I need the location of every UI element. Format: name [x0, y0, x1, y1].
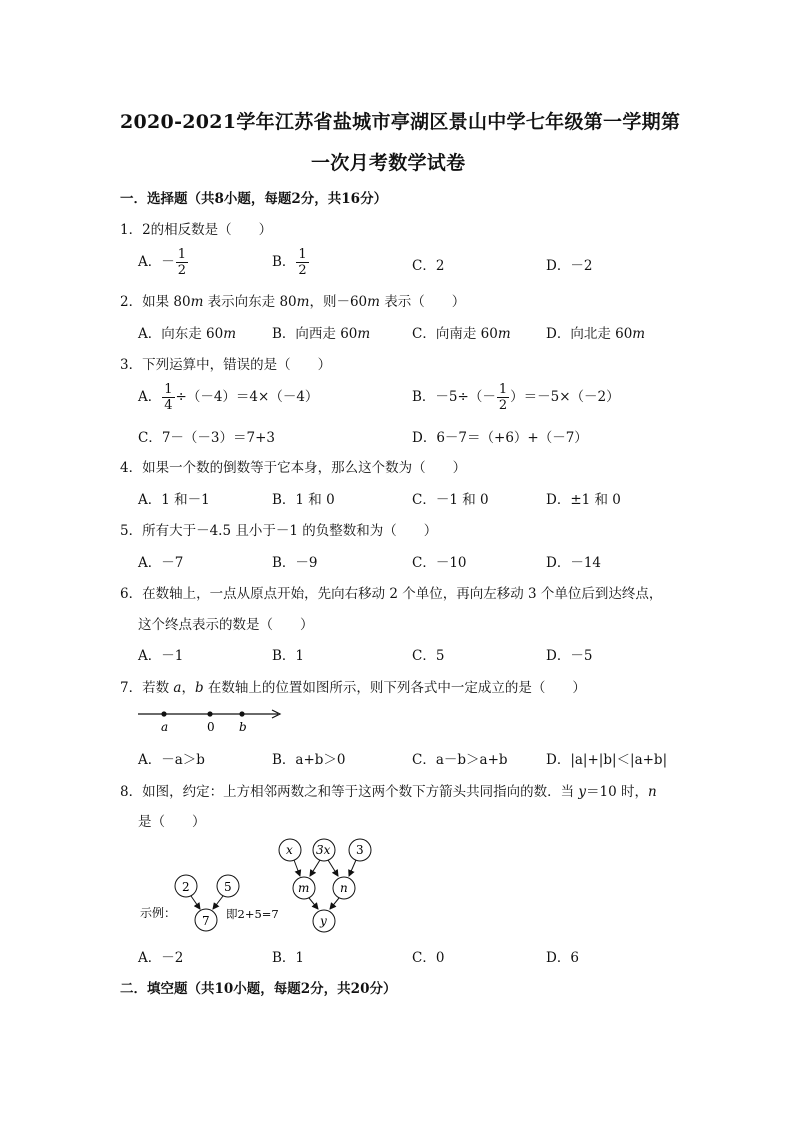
- point-zero: [207, 711, 212, 716]
- arrow-3-n: [349, 860, 356, 876]
- q7-option-c: C．a－b＞a+b: [412, 752, 508, 768]
- section-heading-choice: 一．选择题（共8小题，每题2分，共16分）: [120, 191, 388, 207]
- arrow-m-y: [309, 898, 318, 909]
- q1-option-a-fraction: $\frac{1}{2}$: [177, 247, 187, 278]
- q6-option-c: C．5: [412, 648, 445, 664]
- svg-text:y: y: [320, 914, 327, 928]
- question-4-stem: 4．如果一个数的倒数等于它本身，那么这个数为（ ）: [120, 460, 467, 476]
- label-zero: 0: [207, 720, 215, 734]
- q5-option-d: D．－14: [546, 555, 602, 571]
- svg-text:m: m: [298, 881, 310, 895]
- q4-option-c: C．－1 和 0: [412, 492, 489, 508]
- example-label: 示例：: [140, 906, 177, 920]
- q3-option-a: A． $\frac{1}{4}$ ÷（－4）＝4×（－4）: [138, 382, 319, 413]
- question-1-stem: 1．2的相反数是（ ）: [120, 222, 273, 238]
- question-6-stem-line-1: 6．在数轴上，一点从原点开始，先向右移动 2 个单位，再向左移动 3 个单位后到达终点，: [120, 586, 663, 602]
- title-line-1: 2020-2021学年江苏省盐城市亭湖区景山中学七年级第一学期第: [120, 111, 681, 133]
- q1-option-a: [138, 248, 189, 277]
- q1-option-d: D．－2: [546, 258, 593, 274]
- q3-option-c: C．7－（－3）＝7+3: [138, 430, 275, 446]
- q1-option-b-prefix: B．: [272, 254, 296, 270]
- q7-option-d: D．|a|+|b|＜|a+b|: [546, 752, 668, 768]
- example-arrow-left: [191, 896, 200, 909]
- svg-text:3: 3: [356, 843, 364, 857]
- svg-text:5: 5: [224, 880, 232, 894]
- question-7-stem: 7．若数 a，b 在数轴上的位置如图所示，则下列各式中一定成立的是（ ）: [120, 680, 586, 696]
- q2-option-a: A．向东走 60m: [138, 326, 237, 342]
- q2-option-c: C．向南走 60m: [412, 326, 511, 342]
- q2-option-d: D．向北走 60m: [546, 326, 646, 342]
- example-arrow-right: [213, 896, 223, 909]
- q1-option-a-prefix: A．－: [138, 254, 175, 270]
- svg-text:3x: 3x: [316, 843, 331, 857]
- arrow-3x-n: [328, 860, 338, 876]
- q6-option-d: D．－5: [546, 648, 593, 664]
- q8-option-c: C．0: [412, 950, 445, 966]
- q1-option-b: [272, 248, 310, 277]
- q3-option-a-fraction: $\frac{1}{4}$: [164, 382, 173, 413]
- q8-option-a: A．－2: [138, 950, 184, 966]
- svg-text:n: n: [340, 881, 348, 895]
- point-b: [239, 711, 244, 716]
- q8-figure: [130, 834, 390, 944]
- q8-option-b: B．1: [272, 950, 305, 966]
- title-line-2: 一次月考数学试卷: [311, 152, 466, 174]
- arrow-n-y: [330, 898, 339, 909]
- q5-option-c: C．－10: [412, 555, 467, 571]
- question-5-stem: 5．所有大于－4.5 且小于－1 的负整数和为（ ）: [120, 523, 438, 539]
- q4-option-d: D．±1 和 0: [546, 492, 621, 508]
- point-a: [161, 711, 166, 716]
- svg-text:x: x: [286, 843, 293, 857]
- q2-option-b: B．向西走 60m: [272, 326, 371, 342]
- q4-option-a: A．1 和－1: [138, 492, 210, 508]
- svg-text:2: 2: [182, 880, 190, 894]
- q3-option-d: D．6－7＝（+6）+（－7）: [412, 430, 588, 446]
- label-b: b: [239, 720, 247, 734]
- arrow-3x-m: [310, 860, 320, 876]
- q4-option-b: B．1 和 0: [272, 492, 335, 508]
- svg-text:7: 7: [202, 914, 210, 928]
- q5-option-b: B．－9: [272, 555, 318, 571]
- q7-option-b: B．a+b＞0: [272, 752, 346, 768]
- q1-option-b-fraction: $\frac{1}{2}$: [298, 247, 307, 278]
- q3-option-b-fraction: $\frac{1}{2}$: [498, 382, 508, 413]
- main-tree: [279, 839, 371, 932]
- q6-option-b: B．1: [272, 648, 305, 664]
- number-line-figure: [130, 702, 290, 738]
- question-2-stem: 2．如果 80m 表示向东走 80m，则－60m 表示（ ）: [120, 294, 466, 310]
- arrow-x-m: [294, 860, 300, 876]
- q5-option-a: A．－7: [138, 555, 184, 571]
- example-note: 即2+5=7: [226, 907, 279, 921]
- question-8-stem-line-1: 8．如图，约定：上方相邻两数之和等于这两个数下方箭头共同指向的数．当 y＝10 时，n: [120, 784, 657, 800]
- q3-option-b: B．－5÷（－ $\frac{1}{2}$ ）＝－5×（－2）: [412, 382, 620, 413]
- q1-option-c: C．2: [412, 258, 445, 274]
- label-a: a: [161, 720, 169, 734]
- q6-option-a: A．－1: [138, 648, 184, 664]
- question-8-stem-line-2: 是（ ）: [138, 814, 206, 830]
- q7-option-a: A．－a＞b: [138, 752, 205, 768]
- section-heading-fill: 二．填空题（共10小题，每题2分，共20分）: [120, 981, 397, 997]
- example-tree: [140, 875, 279, 931]
- q8-option-d: D．6: [546, 950, 579, 966]
- question-6-stem-line-2: 这个终点表示的数是（ ）: [138, 617, 314, 633]
- question-3-stem: 3．下列运算中，错误的是（ ）: [120, 357, 332, 373]
